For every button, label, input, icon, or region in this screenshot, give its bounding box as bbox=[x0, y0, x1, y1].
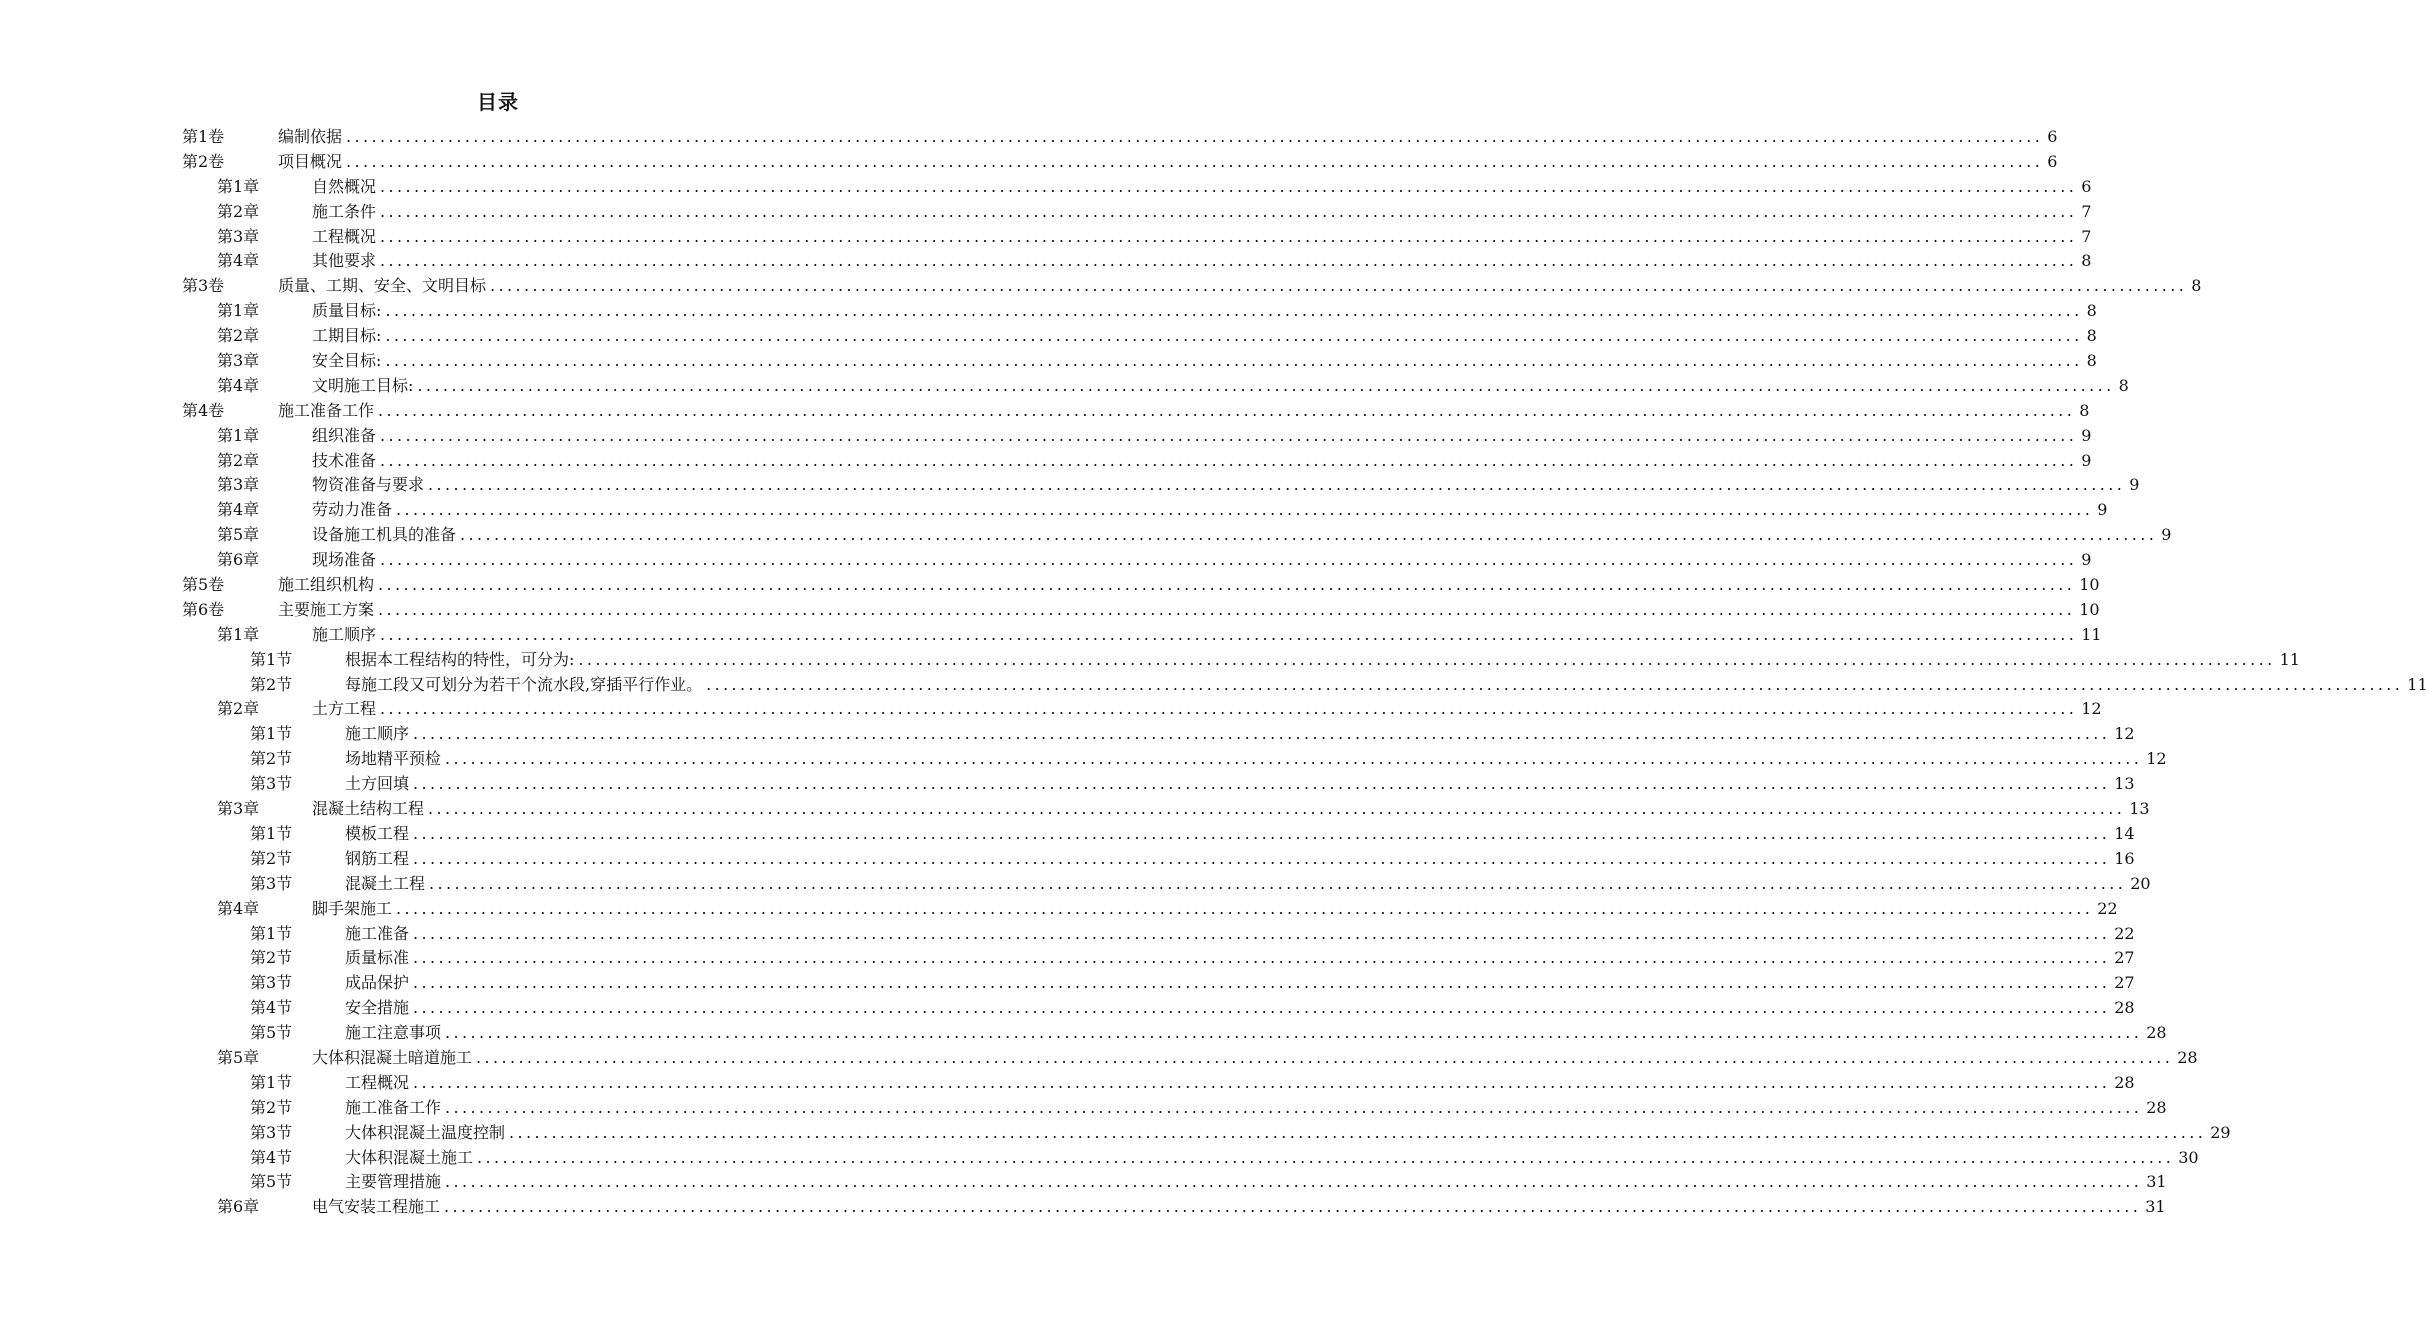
toc-entry-body bbox=[345, 1121, 2231, 1146]
toc-entry[interactable] bbox=[182, 1021, 2167, 1046]
toc-entry-page-number: 22 bbox=[2097, 898, 2118, 918]
toc-entry[interactable] bbox=[182, 473, 2140, 498]
toc-entry-body bbox=[278, 573, 2100, 598]
dot-leader: ........................................................................................................................................................................................................ bbox=[385, 301, 2083, 321]
toc-entry-number: 第1节 bbox=[250, 1072, 293, 1092]
toc-entry[interactable] bbox=[182, 673, 2428, 698]
toc-entry-title: 项目概况 bbox=[278, 151, 343, 171]
toc-entry-number: 第2节 bbox=[250, 948, 293, 968]
toc-entry-title: 电气安装工程施工 bbox=[312, 1197, 441, 1217]
toc-entry[interactable] bbox=[182, 872, 2151, 897]
toc-entry[interactable] bbox=[182, 200, 2092, 225]
toc-entry[interactable] bbox=[182, 822, 2135, 847]
toc-entry-page-number: 8 bbox=[2191, 276, 2202, 296]
toc-entry-page-number: 6 bbox=[2047, 151, 2058, 171]
dot-leader: ........................................................................................................................................................................................................ bbox=[413, 998, 2111, 1018]
toc-entry-number: 第3节 bbox=[250, 973, 293, 993]
toc-entry-number: 第5章 bbox=[217, 1047, 260, 1067]
toc-entry-page-number: 11 bbox=[2279, 649, 2300, 669]
toc-entry-number: 第1节 bbox=[250, 649, 293, 669]
toc-entry-body bbox=[345, 872, 2151, 897]
toc-entry-page-number: 29 bbox=[2210, 1122, 2231, 1142]
toc-entry-number: 第3章 bbox=[217, 226, 260, 246]
dot-leader: ........................................................................................................................................................................................................ bbox=[445, 749, 2143, 769]
dot-leader: ........................................................................................................................................................................................................ bbox=[413, 1072, 2111, 1092]
toc-entry-page-number: 28 bbox=[2146, 1097, 2167, 1117]
toc-entry-body bbox=[345, 971, 2135, 996]
toc-entry-page-number: 20 bbox=[2130, 873, 2151, 893]
toc-entry-title: 施工组织机构 bbox=[278, 575, 375, 595]
toc-entry-title: 脚手架施工 bbox=[312, 898, 393, 918]
toc-entry-title: 工程概况 bbox=[345, 1072, 410, 1092]
toc-entry-title: 土方工程 bbox=[312, 699, 377, 719]
toc-entry-page-number: 8 bbox=[2081, 251, 2092, 271]
toc-entry-page-number: 8 bbox=[2086, 351, 2097, 371]
toc-entry-number: 第6章 bbox=[217, 1197, 260, 1217]
dot-leader: ........................................................................................................................................................................................................ bbox=[380, 624, 2078, 644]
toc-entry-body bbox=[345, 1146, 2199, 1171]
toc-entry[interactable] bbox=[182, 623, 2102, 648]
toc-entry-title: 每施工段又可划分为若干个流水段,穿插平行作业。 bbox=[345, 674, 703, 694]
toc-entry-title: 施工准备工作 bbox=[345, 1097, 442, 1117]
toc-entry-body bbox=[312, 1195, 2166, 1220]
dot-leader: ........................................................................................................................................................................................................ bbox=[417, 375, 2115, 395]
toc-entry[interactable] bbox=[182, 498, 2108, 523]
toc-entry-body bbox=[312, 225, 2092, 250]
toc-entry-title: 成品保护 bbox=[345, 973, 410, 993]
toc-entry-title: 施工顺序 bbox=[345, 724, 410, 744]
toc-entry[interactable] bbox=[182, 722, 2135, 747]
toc-entry-title: 混凝土工程 bbox=[345, 873, 426, 893]
dot-leader: ........................................................................................................................................................................................................ bbox=[413, 948, 2111, 968]
dot-leader: ........................................................................................................................................................................................................ bbox=[346, 151, 2044, 171]
toc-entry-title: 设备施工机具的准备 bbox=[312, 525, 457, 545]
toc-entry-body bbox=[312, 449, 2092, 474]
dot-leader: ........................................................................................................................................................................................................ bbox=[509, 1122, 2207, 1142]
toc-entry-body bbox=[345, 722, 2135, 747]
toc-entry-number: 第5章 bbox=[217, 525, 260, 545]
toc-entry-number: 第2卷 bbox=[182, 151, 225, 171]
toc-entry-title: 编制依据 bbox=[278, 127, 343, 146]
toc-entry-title: 工程概况 bbox=[312, 226, 377, 246]
toc-entry[interactable] bbox=[182, 1121, 2231, 1146]
toc-entry-body bbox=[312, 299, 2097, 324]
toc-entry-page-number: 22 bbox=[2114, 923, 2135, 943]
toc-entry-number: 第6卷 bbox=[182, 599, 225, 619]
toc-entry-page-number: 7 bbox=[2081, 201, 2092, 221]
dot-leader: ........................................................................................................................................................................................................ bbox=[378, 575, 2076, 595]
toc-entry-title: 根据本工程结构的特性，可分为: bbox=[345, 649, 575, 669]
toc-entry-title: 大体积混凝土施工 bbox=[345, 1147, 474, 1167]
toc-entry[interactable] bbox=[182, 772, 2135, 797]
dot-leader: ........................................................................................................................................................................................................ bbox=[490, 276, 2188, 296]
toc-entry-title: 施工准备工作 bbox=[278, 400, 375, 420]
toc-entry-body bbox=[345, 747, 2167, 772]
toc-entry-body bbox=[312, 623, 2102, 648]
toc-entry-number: 第5卷 bbox=[182, 575, 225, 595]
toc-entry-page-number: 31 bbox=[2146, 1172, 2167, 1192]
toc-entry[interactable] bbox=[182, 150, 2058, 175]
toc-entry-page-number: 31 bbox=[2145, 1197, 2166, 1217]
toc-entry-title: 物资准备与要求 bbox=[312, 475, 425, 495]
toc-entry-number: 第3章 bbox=[217, 351, 260, 371]
toc-entry-body bbox=[312, 697, 2102, 722]
toc-entry-body bbox=[312, 374, 2129, 399]
toc-entry-page-number: 28 bbox=[2177, 1047, 2198, 1067]
toc-entry-title: 主要管理措施 bbox=[345, 1172, 442, 1192]
toc-entry-page-number: 8 bbox=[2086, 326, 2097, 346]
toc-entry-title: 文明施工目标: bbox=[312, 375, 414, 395]
toc-entry-number: 第3节 bbox=[250, 873, 293, 893]
toc-entry[interactable] bbox=[182, 996, 2135, 1021]
toc-entry-number: 第3章 bbox=[217, 475, 260, 495]
dot-leader: ........................................................................................................................................................................................................ bbox=[385, 326, 2083, 346]
dot-leader: ........................................................................................................................................................................................................ bbox=[385, 351, 2083, 371]
toc-entry-title: 场地精平预检 bbox=[345, 749, 442, 769]
toc-entry-title: 安全措施 bbox=[345, 998, 410, 1018]
toc-entry-page-number: 14 bbox=[2114, 823, 2135, 843]
toc-entry[interactable] bbox=[182, 1096, 2167, 1121]
toc-entry-title: 自然概况 bbox=[312, 176, 377, 196]
toc-entry[interactable] bbox=[182, 374, 2129, 399]
toc-entry[interactable] bbox=[182, 324, 2097, 349]
toc-entry-title: 大体积混凝土温度控制 bbox=[345, 1122, 506, 1142]
toc-entry-body bbox=[278, 399, 2090, 424]
toc-entry-number: 第4章 bbox=[217, 500, 260, 520]
toc-entry[interactable] bbox=[182, 299, 2097, 324]
toc-entry[interactable] bbox=[182, 125, 2058, 150]
toc-entry-number: 第1章 bbox=[217, 425, 260, 445]
dot-leader: ........................................................................................................................................................................................................ bbox=[413, 848, 2111, 868]
toc-entry-body bbox=[345, 996, 2135, 1021]
toc-entry-page-number: 16 bbox=[2114, 848, 2135, 868]
dot-leader: ........................................................................................................................................................................................................ bbox=[378, 599, 2076, 619]
dot-leader: ........................................................................................................................................................................................................ bbox=[346, 127, 2044, 146]
toc-entry-body bbox=[345, 648, 2300, 673]
toc-entry-page-number: 28 bbox=[2114, 1072, 2135, 1092]
toc-entry-title: 施工准备 bbox=[345, 923, 410, 943]
toc-entry-title: 劳动力准备 bbox=[312, 500, 393, 520]
toc-entry-number: 第4节 bbox=[250, 1147, 293, 1167]
toc-entry[interactable] bbox=[182, 747, 2167, 772]
toc-entry[interactable] bbox=[182, 971, 2135, 996]
toc-entry-title: 大体积混凝土暗道施工 bbox=[312, 1047, 473, 1067]
toc-entry-body bbox=[312, 797, 2150, 822]
toc-entry-number: 第2章 bbox=[217, 450, 260, 470]
toc-entry-body bbox=[312, 324, 2097, 349]
toc-entry-body bbox=[312, 498, 2108, 523]
toc-entry-body bbox=[312, 424, 2092, 449]
toc-entry[interactable] bbox=[182, 797, 2150, 822]
toc-entry-title: 土方回填 bbox=[345, 774, 410, 794]
toc-entry-page-number: 12 bbox=[2146, 749, 2167, 769]
dot-leader: ........................................................................................................................................................................................................ bbox=[413, 724, 2111, 744]
toc-entry-title: 工期目标: bbox=[312, 326, 382, 346]
toc-entry[interactable] bbox=[182, 1170, 2167, 1195]
toc-entry-page-number: 10 bbox=[2079, 575, 2100, 595]
toc-entry-body bbox=[345, 847, 2135, 872]
toc-entry[interactable] bbox=[182, 424, 2092, 449]
toc-entry-body bbox=[278, 598, 2100, 623]
dot-leader: ........................................................................................................................................................................................................ bbox=[396, 500, 2094, 520]
toc-entry-body bbox=[345, 922, 2135, 947]
toc-entry-body bbox=[345, 946, 2135, 971]
toc-entry-title: 模板工程 bbox=[345, 823, 410, 843]
dot-leader: ........................................................................................................................................................................................................ bbox=[380, 226, 2078, 246]
dot-leader: ........................................................................................................................................................................................................ bbox=[706, 674, 2404, 694]
dot-leader: ........................................................................................................................................................................................................ bbox=[460, 525, 2158, 545]
toc-entry-title: 技术准备 bbox=[312, 450, 377, 470]
toc-entry[interactable] bbox=[182, 897, 2118, 922]
toc-entry-page-number: 8 bbox=[2118, 375, 2129, 395]
toc-entry[interactable] bbox=[182, 274, 2202, 299]
dot-leader: ........................................................................................................................................................................................................ bbox=[445, 1172, 2143, 1192]
toc-entry-number: 第2节 bbox=[250, 848, 293, 868]
toc-entry-page-number: 10 bbox=[2079, 599, 2100, 619]
toc-entry[interactable] bbox=[182, 399, 2090, 424]
dot-leader: ........................................................................................................................................................................................................ bbox=[578, 649, 2276, 669]
dot-leader: ........................................................................................................................................................................................................ bbox=[380, 425, 2078, 445]
toc-entry[interactable] bbox=[182, 1195, 2166, 1220]
dot-leader: ........................................................................................................................................................................................................ bbox=[444, 1197, 2142, 1217]
toc-entry-body bbox=[312, 897, 2118, 922]
toc-entry-page-number: 30 bbox=[2178, 1147, 2199, 1167]
toc-entry-number: 第5节 bbox=[250, 1023, 293, 1043]
toc-entry-page-number: 11 bbox=[2081, 624, 2102, 644]
toc-entry-body bbox=[312, 523, 2172, 548]
toc-entry[interactable] bbox=[182, 249, 2092, 274]
toc-entry-number: 第3节 bbox=[250, 774, 293, 794]
toc-entry-number: 第4章 bbox=[217, 898, 260, 918]
dot-leader: ........................................................................................................................................................................................................ bbox=[476, 1047, 2174, 1067]
toc-entry-title: 施工条件 bbox=[312, 201, 377, 221]
toc-entry-number: 第2章 bbox=[217, 201, 260, 221]
toc-entry-page-number: 28 bbox=[2146, 1023, 2167, 1043]
toc-entry-title: 施工注意事项 bbox=[345, 1023, 442, 1043]
toc-entry-body bbox=[312, 349, 2097, 374]
toc-entry-page-number: 13 bbox=[2129, 799, 2150, 819]
table-of-contents bbox=[182, 125, 2428, 1220]
toc-entry-title: 安全目标: bbox=[312, 351, 382, 371]
toc-entry-body bbox=[278, 274, 2202, 299]
toc-entry-page-number: 7 bbox=[2081, 226, 2092, 246]
toc-entry-number: 第1章 bbox=[217, 301, 260, 321]
toc-entry-number: 第2节 bbox=[250, 749, 293, 769]
toc-entry-number: 第2章 bbox=[217, 326, 260, 346]
dot-leader: ........................................................................................................................................................................................................ bbox=[413, 774, 2111, 794]
toc-entry[interactable] bbox=[182, 922, 2135, 947]
toc-entry-page-number: 6 bbox=[2047, 127, 2058, 146]
toc-entry-body bbox=[345, 1170, 2167, 1195]
dot-leader: ........................................................................................................................................................................................................ bbox=[380, 550, 2078, 570]
toc-entry-number: 第1章 bbox=[217, 176, 260, 196]
toc-entry[interactable] bbox=[182, 598, 2100, 623]
toc-entry[interactable] bbox=[182, 449, 2092, 474]
toc-entry-title: 现场准备 bbox=[312, 550, 377, 570]
dot-leader: ........................................................................................................................................................................................................ bbox=[445, 1097, 2143, 1117]
toc-entry-number: 第1章 bbox=[217, 624, 260, 644]
toc-entry-number: 第3章 bbox=[217, 799, 260, 819]
toc-entry-page-number: 9 bbox=[2129, 475, 2140, 495]
toc-entry-page-number: 28 bbox=[2114, 998, 2135, 1018]
toc-entry-page-number: 13 bbox=[2114, 774, 2135, 794]
toc-entry-body bbox=[278, 125, 2058, 150]
toc-entry-page-number: 9 bbox=[2081, 425, 2092, 445]
toc-entry-page-number: 12 bbox=[2114, 724, 2135, 744]
toc-entry-body bbox=[312, 200, 2092, 225]
dot-leader: ........................................................................................................................................................................................................ bbox=[428, 799, 2126, 819]
toc-entry-number: 第5节 bbox=[250, 1172, 293, 1192]
toc-entry-title: 组织准备 bbox=[312, 425, 377, 445]
toc-entry[interactable] bbox=[182, 349, 2097, 374]
toc-entry[interactable] bbox=[182, 225, 2092, 250]
toc-entry-body bbox=[345, 673, 2428, 698]
toc-entry-page-number: 27 bbox=[2114, 948, 2135, 968]
toc-entry[interactable] bbox=[182, 548, 2092, 573]
toc-entry-body bbox=[312, 175, 2092, 200]
toc-entry[interactable] bbox=[182, 523, 2172, 548]
toc-entry-number: 第2节 bbox=[250, 674, 293, 694]
toc-entry-number: 第4卷 bbox=[182, 400, 225, 420]
toc-entry[interactable] bbox=[182, 1071, 2135, 1096]
toc-entry-number: 第4节 bbox=[250, 998, 293, 1018]
toc-entry-body bbox=[312, 1046, 2198, 1071]
toc-entry[interactable] bbox=[182, 1046, 2198, 1071]
toc-entry-page-number: 6 bbox=[2081, 176, 2092, 196]
dot-leader: ........................................................................................................................................................................................................ bbox=[413, 823, 2111, 843]
dot-leader: ........................................................................................................................................................................................................ bbox=[477, 1147, 2175, 1167]
toc-entry-page-number: 11 bbox=[2407, 674, 2428, 694]
dot-leader: ........................................................................................................................................................................................................ bbox=[445, 1023, 2143, 1043]
toc-entry-number: 第4章 bbox=[217, 251, 260, 271]
toc-entry-page-number: 9 bbox=[2081, 450, 2092, 470]
dot-leader: ........................................................................................................................................................................................................ bbox=[380, 201, 2078, 221]
toc-entry-body bbox=[312, 249, 2092, 274]
toc-entry-body bbox=[312, 473, 2140, 498]
toc-entry-number: 第3节 bbox=[250, 1122, 293, 1142]
toc-entry-body bbox=[345, 822, 2135, 847]
dot-leader: ........................................................................................................................................................................................................ bbox=[380, 251, 2078, 271]
toc-entry-page-number: 12 bbox=[2081, 699, 2102, 719]
dot-leader: ........................................................................................................................................................................................................ bbox=[380, 699, 2078, 719]
toc-entry-page-number: 8 bbox=[2079, 400, 2090, 420]
toc-entry-body bbox=[345, 1071, 2135, 1096]
toc-entry-body bbox=[345, 772, 2135, 797]
dot-leader: ........................................................................................................................................................................................................ bbox=[380, 450, 2078, 470]
toc-entry-page-number: 8 bbox=[2086, 301, 2097, 321]
toc-entry-body bbox=[345, 1096, 2167, 1121]
toc-entry-title: 质量目标: bbox=[312, 301, 382, 321]
toc-entry-title: 质量、工期、安全、文明目标 bbox=[278, 276, 487, 296]
toc-entry-number: 第3卷 bbox=[182, 276, 225, 296]
toc-entry-body bbox=[278, 150, 2058, 175]
toc-entry[interactable] bbox=[182, 847, 2135, 872]
toc-entry[interactable] bbox=[182, 573, 2100, 598]
toc-entry-page-number: 9 bbox=[2161, 525, 2172, 545]
toc-entry-page-number: 27 bbox=[2114, 973, 2135, 993]
toc-entry-number: 第1节 bbox=[250, 724, 293, 744]
dot-leader: ........................................................................................................................................................................................................ bbox=[429, 873, 2127, 893]
dot-leader: ........................................................................................................................................................................................................ bbox=[378, 400, 2076, 420]
dot-leader: ........................................................................................................................................................................................................ bbox=[396, 898, 2094, 918]
toc-entry-number: 第1卷 bbox=[182, 127, 225, 146]
toc-entry-title: 钢筋工程 bbox=[345, 848, 410, 868]
toc-entry[interactable] bbox=[182, 175, 2092, 200]
toc-entry-body bbox=[345, 1021, 2167, 1046]
toc-entry-page-number: 9 bbox=[2097, 500, 2108, 520]
toc-entry[interactable] bbox=[182, 648, 2300, 673]
toc-entry-number: 第2章 bbox=[217, 699, 260, 719]
toc-entry[interactable] bbox=[182, 946, 2135, 971]
toc-entry[interactable] bbox=[182, 1146, 2199, 1171]
toc-entry-title: 施工顺序 bbox=[312, 624, 377, 644]
toc-entry-number: 第6章 bbox=[217, 550, 260, 570]
toc-entry-title: 主要施工方案 bbox=[278, 599, 375, 619]
toc-entry-number: 第2节 bbox=[250, 1097, 293, 1117]
toc-entry-title: 混凝土结构工程 bbox=[312, 799, 425, 819]
dot-leader: ........................................................................................................................................................................................................ bbox=[380, 176, 2078, 196]
toc-entry-title: 质量标准 bbox=[345, 948, 410, 968]
toc-entry-number: 第4章 bbox=[217, 375, 260, 395]
toc-entry-body bbox=[312, 548, 2092, 573]
dot-leader: ........................................................................................................................................................................................................ bbox=[413, 973, 2111, 993]
toc-entry-number: 第1节 bbox=[250, 823, 293, 843]
toc-entry-page-number: 9 bbox=[2081, 550, 2092, 570]
dot-leader: ........................................................................................................................................................................................................ bbox=[428, 475, 2126, 495]
page-title: 目录 bbox=[477, 90, 519, 114]
dot-leader: ........................................................................................................................................................................................................ bbox=[413, 923, 2111, 943]
toc-entry[interactable] bbox=[182, 697, 2102, 722]
toc-entry-number: 第1节 bbox=[250, 923, 293, 943]
toc-entry-title: 其他要求 bbox=[312, 251, 377, 271]
